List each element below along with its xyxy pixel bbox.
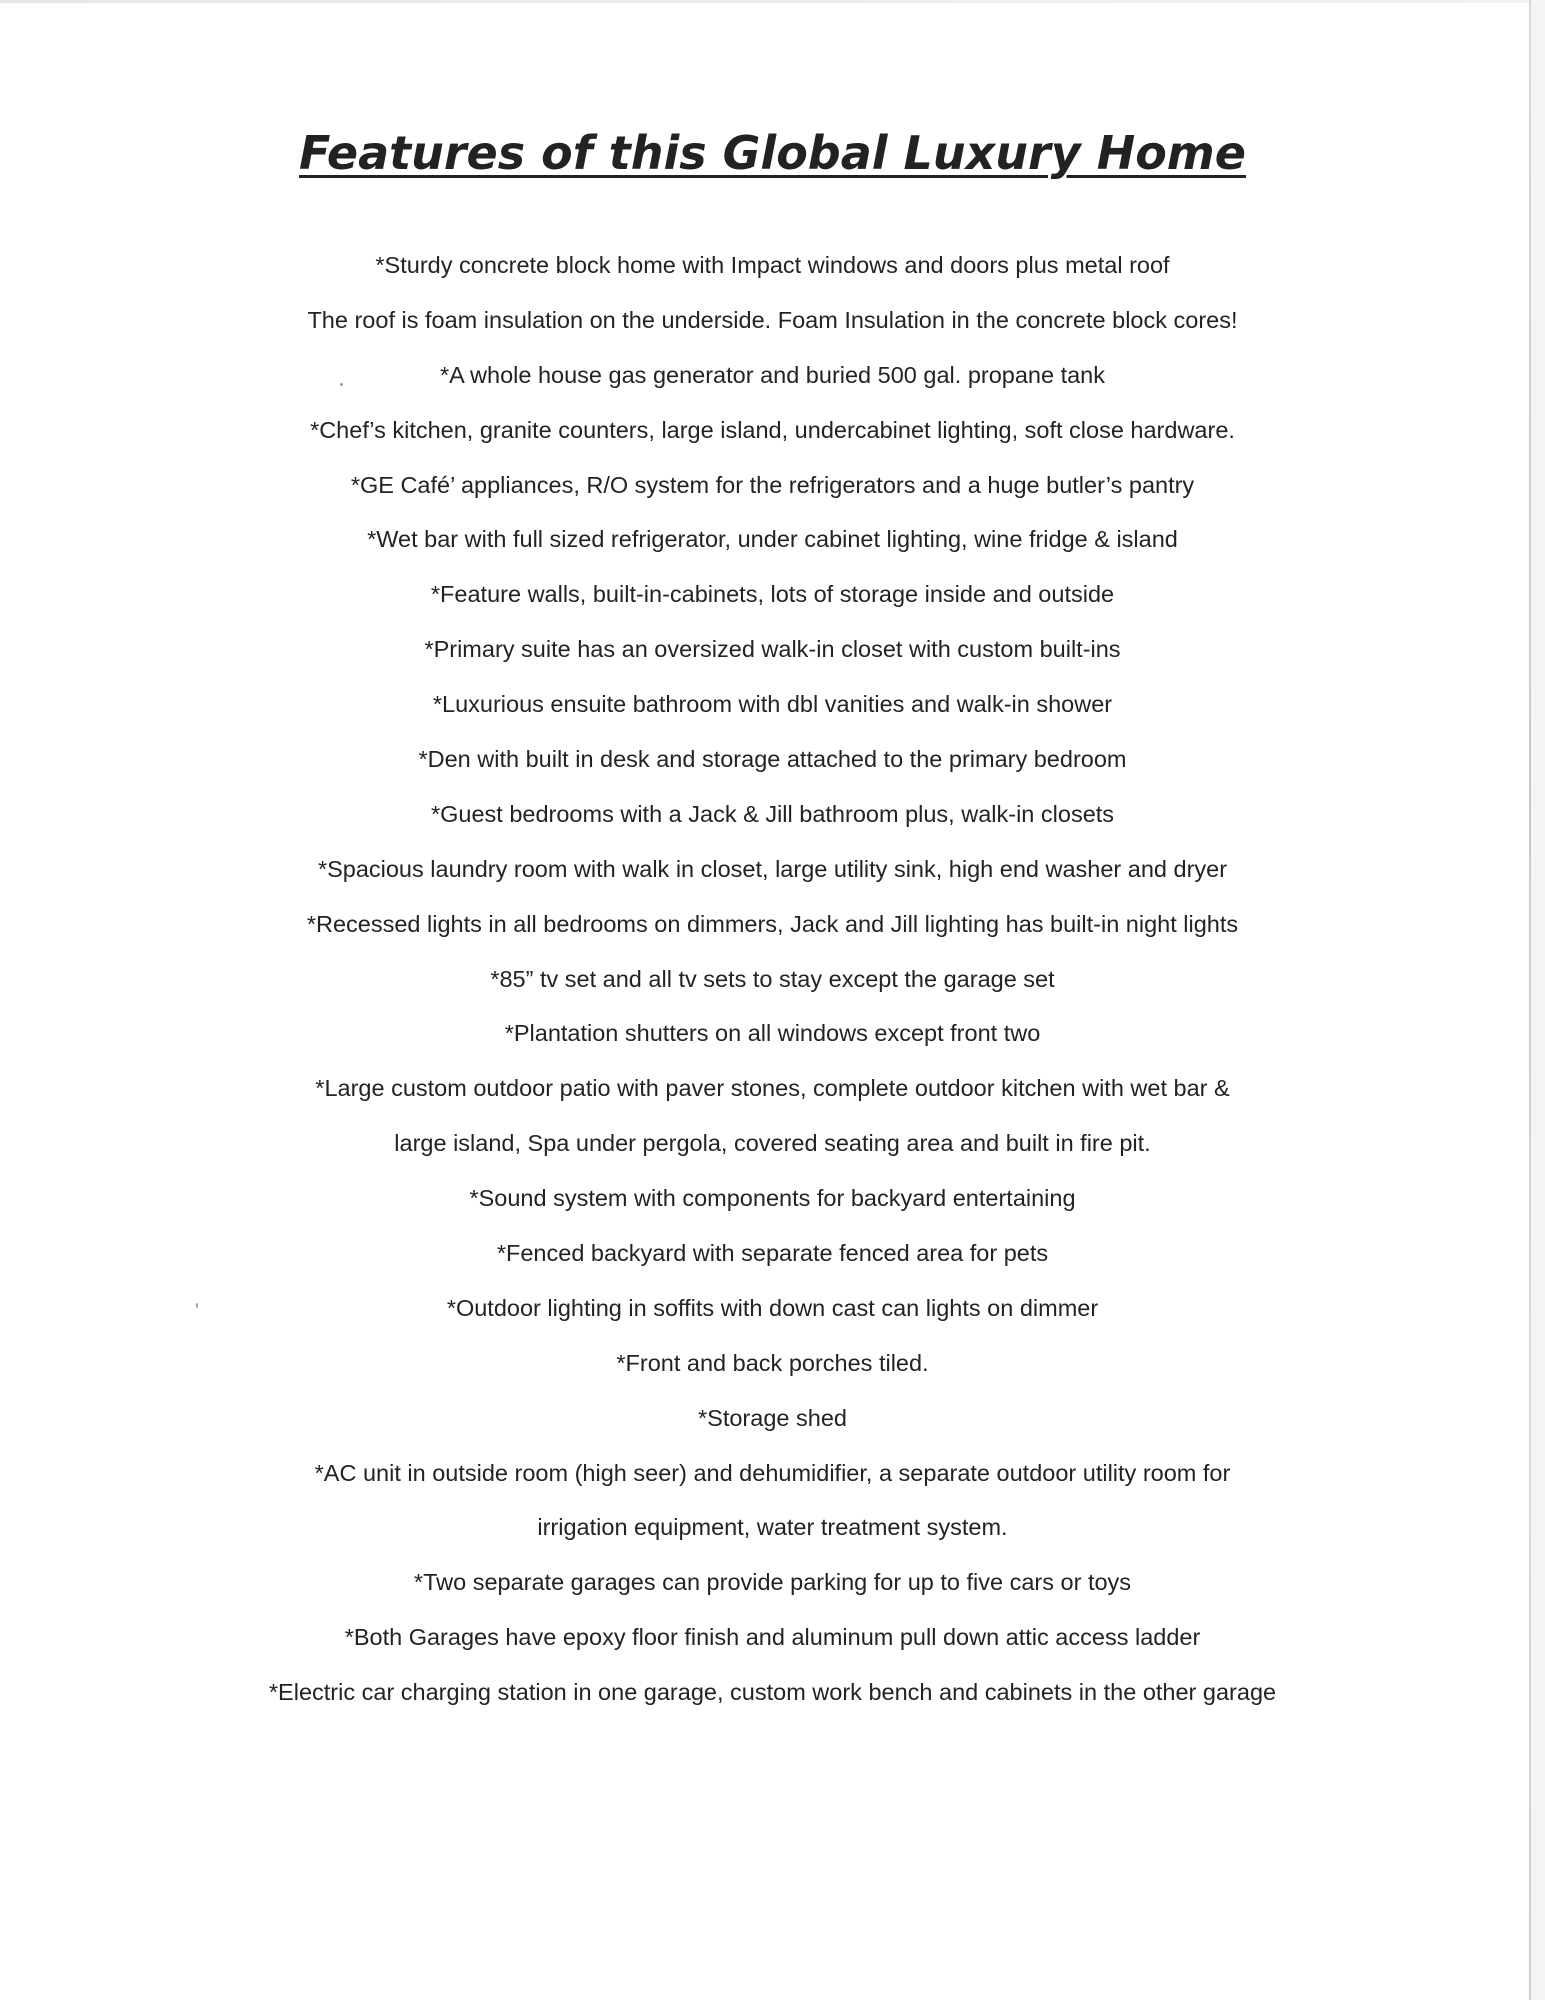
feature-line: *Outdoor lighting in soffits with down cast can lights on dimmer — [446, 1294, 1099, 1321]
feature-list — [0, 248, 1545, 1730]
feature-line: *GE Café’ appliances, R/O system for the refrigerators and a huge butler’s pantry — [350, 471, 1195, 498]
feature-line: *Feature walls, built-in-cabinets, lots of storage inside and outside — [430, 581, 1115, 608]
feature-line: *Den with built in desk and storage attached to the primary bedroom — [418, 746, 1127, 773]
feature-line: *Luxurious ensuite bathroom with dbl vanities and walk-in shower — [432, 691, 1113, 718]
feature-line: *Large custom outdoor patio with paver stones, complete outdoor kitchen with wet bar & — [315, 1075, 1230, 1102]
feature-line: *Primary suite has an oversized walk-in closet with custom built-ins — [424, 636, 1121, 663]
feature-line: *Recessed lights in all bedrooms on dimmers, Jack and Jill lighting has built-in night lights — [306, 910, 1239, 937]
feature-line: The roof is foam insulation on the underside. Foam Insulation in the concrete block cores! — [307, 306, 1238, 333]
feature-line: *Electric car charging station in one garage, custom work bench and cabinets in the other garage — [268, 1679, 1277, 1706]
feature-line: *Guest bedrooms with a Jack & Jill bathroom plus, walk-in closets — [430, 800, 1115, 827]
feature-line: *Two separate garages can provide parking for up to five cars or toys — [413, 1569, 1132, 1596]
page-title — [0, 126, 1545, 180]
feature-line: *Front and back porches tiled. — [616, 1349, 929, 1376]
feature-line: *A whole house gas generator and buried 500 gal. propane tank — [439, 361, 1106, 388]
feature-line: *Both Garages have epoxy floor finish and aluminum pull down attic access ladder — [344, 1624, 1201, 1651]
feature-line: irrigation equipment, water treatment system. — [537, 1514, 1008, 1541]
feature-line: *Sturdy concrete block home with Impact windows and doors plus metal roof — [375, 252, 1170, 278]
feature-line: *Spacious laundry room with walk in closet, large utility sink, high end washer and dryer — [317, 855, 1228, 882]
feature-line: *Chef’s kitchen, granite counters, large island, undercabinet lighting, soft close hardware. — [310, 416, 1235, 443]
feature-line: *Storage shed — [698, 1404, 847, 1431]
scan-edge-top — [0, 0, 1545, 3]
feature-line: *Fenced backyard with separate fenced area for pets — [496, 1240, 1049, 1267]
feature-line: *AC unit in outside room (high seer) and dehumidifier, a separate outdoor utility room for — [314, 1459, 1231, 1486]
feature-line: *85” tv set and all tv sets to stay except the garage set — [490, 965, 1055, 992]
page-title-text: Features of this Global Luxury Home — [299, 126, 1246, 180]
feature-line: *Sound system with components for backyard entertaining — [469, 1185, 1076, 1212]
feature-line: large island, Spa under pergola, covered seating area and built in fire pit. — [394, 1130, 1151, 1157]
feature-line: *Plantation shutters on all windows except front two — [504, 1020, 1041, 1047]
feature-line: *Wet bar with full sized refrigerator, under cabinet lighting, wine fridge & island — [367, 526, 1178, 553]
